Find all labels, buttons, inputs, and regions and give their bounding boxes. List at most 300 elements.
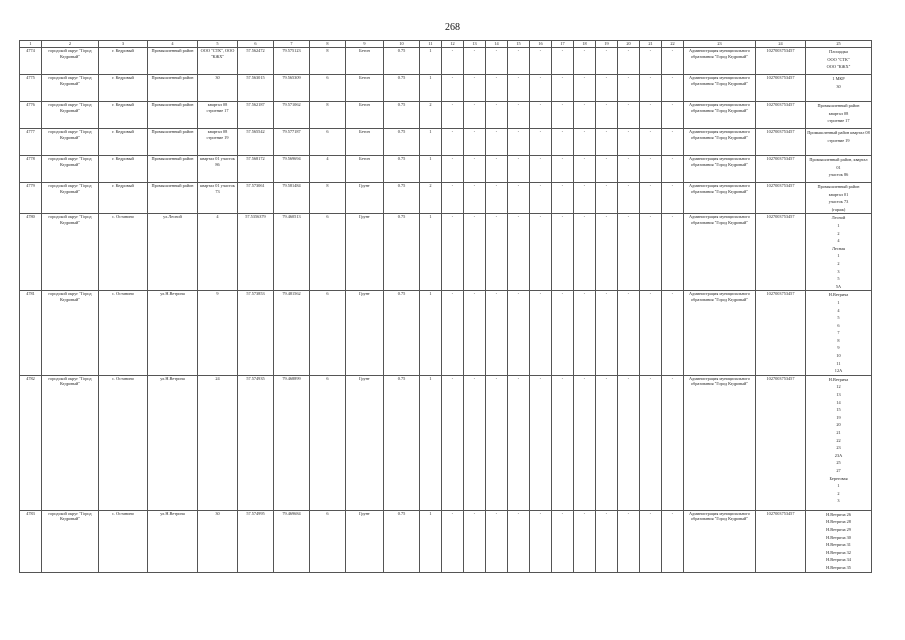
table-cell: -: [640, 291, 662, 376]
table-cell: -: [442, 129, 464, 156]
table-cell: Бетон: [346, 102, 384, 129]
table-cell: -: [662, 510, 684, 572]
object-entry: Н.Ветрича 32: [826, 549, 851, 555]
table-row: [20, 510, 872, 572]
table-row: [20, 375, 872, 510]
table-cell: -: [596, 48, 618, 75]
object-entry: 10: [836, 353, 841, 359]
table-cell: -: [574, 510, 596, 572]
table-cell: г. Кедровый: [99, 75, 148, 102]
table-cell: -: [596, 129, 618, 156]
objects-cell: [806, 102, 872, 129]
table-cell: городской округ "Город Кедровый": [42, 48, 99, 75]
table-cell: -: [530, 291, 552, 376]
table-cell: -: [464, 214, 486, 291]
table-cell: 2: [420, 102, 442, 129]
table-cell: ул.Н.Ветрича: [148, 291, 198, 376]
table-cell: 1: [420, 156, 442, 183]
object-entry: 22: [836, 437, 841, 443]
table-cell: Промышленный район: [148, 129, 198, 156]
column-number-row: [20, 41, 872, 48]
object-entry: Промышленный район, квартал 01: [809, 157, 868, 170]
column-number: 4: [148, 41, 198, 48]
table-cell: -: [464, 183, 486, 214]
table-row: [20, 129, 872, 156]
table-cell: -: [508, 291, 530, 376]
object-entry: 15: [836, 407, 841, 413]
column-number: 14: [486, 41, 508, 48]
table-cell: Администрация муниципального образования "Город Кедровый": [684, 156, 756, 183]
column-number: 7: [274, 41, 310, 48]
table-cell: 0.75: [384, 102, 420, 129]
table-cell: -: [508, 510, 530, 572]
column-number: 17: [552, 41, 574, 48]
table-cell: -: [442, 183, 464, 214]
table-cell: 4776: [20, 102, 42, 129]
table-cell: -: [640, 375, 662, 510]
object-entry: 21: [836, 430, 841, 435]
table-cell: -: [662, 375, 684, 510]
table-cell: Администрация муниципального образования "Город Кедровый": [684, 291, 756, 376]
table-cell: -: [508, 102, 530, 129]
table-cell: -: [574, 129, 596, 156]
object-entry: 6: [837, 322, 840, 328]
table-cell: 0.75: [384, 129, 420, 156]
table-cell: -: [618, 183, 640, 214]
object-entry: Площадка: [829, 49, 848, 54]
table-cell: 1: [420, 129, 442, 156]
object-entry: 7: [837, 330, 840, 336]
table-cell: 57.565542: [238, 129, 274, 156]
table-cell: 1027003753457: [756, 129, 806, 156]
column-number: 20: [618, 41, 640, 48]
table-cell: -: [530, 75, 552, 102]
table-cell: городской округ "Город Кедровый": [42, 375, 99, 510]
table-cell: 4780: [20, 214, 42, 291]
table-cell: -: [552, 214, 574, 291]
table-cell: квартал 01 участок 86: [198, 156, 238, 183]
table-cell: -: [464, 129, 486, 156]
table-cell: -: [640, 75, 662, 102]
object-entry: Н.Ветрича 28: [826, 519, 851, 525]
table-cell: -: [442, 291, 464, 376]
table-cell: -: [530, 156, 552, 183]
object-entry: Промышленный район: [817, 103, 860, 108]
table-cell: 6: [310, 129, 346, 156]
table-cell: -: [596, 510, 618, 572]
object-entry: Н.Ветрича 26: [826, 511, 851, 517]
table-cell: -: [486, 214, 508, 291]
table-cell: 0.75: [384, 291, 420, 376]
table-cell: -: [574, 375, 596, 510]
table-cell: -: [552, 102, 574, 129]
object-entry: 27: [836, 467, 841, 473]
object-entry: 8: [837, 337, 840, 343]
column-number: 9: [346, 41, 384, 48]
table-cell: 0.75: [384, 156, 420, 183]
object-entry: 3: [837, 498, 840, 504]
table-cell: -: [486, 291, 508, 376]
table-cell: 6: [310, 75, 346, 102]
table-cell: -: [640, 48, 662, 75]
table-cell: -: [662, 48, 684, 75]
table-cell: -: [596, 291, 618, 376]
table-cell: 57.562187: [238, 102, 274, 129]
table-cell: -: [442, 48, 464, 75]
table-cell: Грунт: [346, 375, 384, 510]
object-entry: 23А: [834, 452, 843, 458]
table-cell: -: [618, 75, 640, 102]
object-entry: участок 86: [828, 172, 849, 178]
table-cell: 57.5356379: [238, 214, 274, 291]
table-cell: 57.574995: [238, 510, 274, 572]
object-entry: 5А: [835, 283, 842, 289]
table-cell: ул.Лесной: [148, 214, 198, 291]
table-cell: -: [486, 183, 508, 214]
table-cell: с. Останино: [99, 291, 148, 376]
table-cell: -: [508, 214, 530, 291]
object-entry: 20: [836, 422, 841, 428]
table-cell: -: [508, 183, 530, 214]
object-entry: Н.Ветрича 30: [826, 534, 851, 540]
object-entry: ООО "КЖХ": [826, 64, 851, 70]
table-row: [20, 48, 872, 75]
object-entry: 1: [837, 222, 840, 228]
object-entry: Промышленный район: [817, 184, 860, 189]
table-cell: 1027003753457: [756, 102, 806, 129]
table-cell: -: [662, 75, 684, 102]
column-number: 10: [384, 41, 420, 48]
objects-cell: [806, 510, 872, 572]
table-cell: -: [574, 48, 596, 75]
table-cell: 79.577187: [274, 129, 310, 156]
table-cell: Промышленный район: [148, 75, 198, 102]
table-cell: -: [442, 375, 464, 510]
table-cell: -: [486, 48, 508, 75]
table-cell: 30: [198, 75, 238, 102]
table-cell: -: [596, 75, 618, 102]
table-cell: 4: [198, 214, 238, 291]
table-cell: 0.75: [384, 183, 420, 214]
table-cell: 24: [198, 375, 238, 510]
objects-cell: [806, 75, 872, 102]
table-cell: Администрация муниципального образования "Город Кедровый": [684, 183, 756, 214]
table-cell: 79.468899: [274, 375, 310, 510]
table-row: [20, 156, 872, 183]
table-cell: 79.581484: [274, 183, 310, 214]
table-cell: -: [530, 510, 552, 572]
table-cell: -: [574, 75, 596, 102]
table-cell: -: [618, 510, 640, 572]
table-cell: 57.562472: [238, 48, 274, 75]
table-cell: -: [662, 214, 684, 291]
table-cell: квартал 01 участок 73: [198, 183, 238, 214]
table-row: [20, 291, 872, 376]
table-cell: городской округ "Город Кедровый": [42, 214, 99, 291]
table-cell: 4781: [20, 291, 42, 376]
table-cell: -: [618, 129, 640, 156]
table-cell: 79.575123: [274, 48, 310, 75]
table-cell: 0.75: [384, 214, 420, 291]
table-cell: 57.573061: [238, 183, 274, 214]
table-cell: -: [552, 75, 574, 102]
table-cell: -: [552, 129, 574, 156]
table-cell: 1: [420, 375, 442, 510]
table-cell: -: [486, 375, 508, 510]
table-cell: -: [552, 375, 574, 510]
table-cell: с. Останино: [99, 510, 148, 572]
table-cell: Администрация муниципального образования "Город Кедровый": [684, 48, 756, 75]
table-cell: 79.565309: [274, 75, 310, 102]
table-row: [20, 75, 872, 102]
object-entry: 9: [837, 345, 840, 351]
table-cell: Бетон: [346, 156, 384, 183]
table-cell: ул.Н.Ветрича: [148, 375, 198, 510]
object-entry: Лесная: [832, 245, 845, 251]
table-cell: 79.569694: [274, 156, 310, 183]
object-entry: 1 МКР: [832, 76, 845, 81]
table-cell: Администрация муниципального образования "Город Кедровый": [684, 510, 756, 572]
table-cell: 6: [310, 214, 346, 291]
table-cell: городской округ "Город Кедровый": [42, 156, 99, 183]
object-entry: 30: [836, 83, 841, 89]
table-cell: -: [508, 375, 530, 510]
object-entry: 11: [836, 360, 841, 366]
table-cell: 4775: [20, 75, 42, 102]
object-entry: 1: [837, 253, 840, 259]
objects-cell: [806, 48, 872, 75]
table-cell: -: [552, 48, 574, 75]
table-cell: -: [464, 510, 486, 572]
table-cell: -: [442, 75, 464, 102]
table-cell: -: [486, 510, 508, 572]
table-cell: Промышленный район: [148, 48, 198, 75]
table-cell: -: [574, 156, 596, 183]
table-cell: -: [662, 129, 684, 156]
objects-cell: [806, 291, 872, 376]
table-cell: -: [530, 375, 552, 510]
registry-table: [19, 40, 872, 573]
table-cell: Администрация муниципального образования "Город Кедровый": [684, 102, 756, 129]
object-entry: строение 17: [827, 118, 850, 124]
table-cell: 6: [310, 291, 346, 376]
object-entry: 14: [836, 399, 841, 405]
object-entry: строение 19: [827, 137, 850, 143]
table-cell: -: [640, 510, 662, 572]
table-cell: -: [596, 183, 618, 214]
table-cell: городской округ "Город Кедровый": [42, 510, 99, 572]
table-cell: г. Кедровый: [99, 183, 148, 214]
column-number: 23: [684, 41, 756, 48]
table-cell: 79.571062: [274, 102, 310, 129]
column-number: 18: [574, 41, 596, 48]
table-cell: ул.Н.Ветрича: [148, 510, 198, 572]
object-entry: Н.Ветрича 29: [826, 527, 851, 533]
object-entry: 5: [837, 276, 840, 282]
table-cell: городской округ "Город Кедровый": [42, 183, 99, 214]
table-cell: г. Кедровый: [99, 102, 148, 129]
table-cell: Администрация муниципального образования "Город Кедровый": [684, 214, 756, 291]
table-cell: -: [530, 129, 552, 156]
column-number: 19: [596, 41, 618, 48]
column-number: 8: [310, 41, 346, 48]
table-cell: Промышленный район: [148, 102, 198, 129]
object-entry: 2: [837, 230, 840, 236]
object-entry: 25: [836, 460, 841, 466]
table-cell: -: [464, 156, 486, 183]
table-cell: 0.75: [384, 48, 420, 75]
table-cell: -: [662, 183, 684, 214]
table-cell: -: [530, 48, 552, 75]
table-cell: городской округ "Город Кедровый": [42, 75, 99, 102]
table-cell: 57.574935: [238, 375, 274, 510]
object-entry: Лесной: [831, 215, 846, 221]
table-cell: 1027003753457: [756, 214, 806, 291]
object-entry: 3: [837, 268, 840, 274]
table-cell: -: [464, 291, 486, 376]
table-cell: -: [552, 510, 574, 572]
table-cell: 0.75: [384, 375, 420, 510]
object-entry: ООО "СТК": [827, 56, 850, 62]
object-entry: 12А: [834, 368, 843, 374]
table-cell: Бетон: [346, 129, 384, 156]
page-number: 268: [445, 22, 460, 33]
table-cell: Бетон: [346, 75, 384, 102]
table-cell: г. Кедровый: [99, 129, 148, 156]
table-cell: -: [640, 129, 662, 156]
table-cell: квартал 08 строение 19: [198, 129, 238, 156]
table-cell: городской округ "Город Кедровый": [42, 291, 99, 376]
table-cell: 1: [420, 291, 442, 376]
column-number: 2: [42, 41, 99, 48]
column-number: 21: [640, 41, 662, 48]
object-entry: 5: [837, 315, 840, 321]
table-cell: Бетон: [346, 48, 384, 75]
column-number: 16: [530, 41, 552, 48]
table-cell: 6: [310, 375, 346, 510]
table-cell: -: [574, 291, 596, 376]
table-cell: -: [530, 102, 552, 129]
table-cell: -: [640, 102, 662, 129]
table-cell: 2: [420, 183, 442, 214]
table-cell: Грунт: [346, 214, 384, 291]
column-number: 15: [508, 41, 530, 48]
column-number: 3: [99, 41, 148, 48]
table-cell: -: [508, 129, 530, 156]
table-cell: 79.460513: [274, 214, 310, 291]
table-cell: 1: [420, 48, 442, 75]
object-entry: 4: [837, 307, 840, 313]
table-cell: 79.469684: [274, 510, 310, 572]
table-cell: 8: [310, 48, 346, 75]
table-cell: -: [640, 156, 662, 183]
object-entry: 12: [836, 384, 841, 390]
table-cell: 57.568172: [238, 156, 274, 183]
object-entry: квартал 01: [828, 191, 849, 197]
object-entry: Н.Ветрича 31: [826, 542, 851, 548]
table-body: [20, 48, 872, 573]
object-entry: 4: [837, 238, 840, 244]
table-cell: -: [574, 102, 596, 129]
table-cell: -: [464, 102, 486, 129]
table-cell: -: [530, 214, 552, 291]
object-entry: 1: [837, 299, 840, 305]
table-cell: Грунт: [346, 183, 384, 214]
table-cell: 0.75: [384, 510, 420, 572]
column-number: 13: [464, 41, 486, 48]
table-cell: 1027003753457: [756, 291, 806, 376]
objects-cell: [806, 183, 872, 214]
table-cell: -: [508, 48, 530, 75]
table-cell: квартал 08 строение 17: [198, 102, 238, 129]
table-cell: 6: [310, 510, 346, 572]
table-cell: -: [618, 48, 640, 75]
table-cell: -: [508, 75, 530, 102]
table-cell: 30: [198, 510, 238, 572]
object-entry: 13: [836, 392, 841, 398]
table-cell: -: [552, 291, 574, 376]
table-cell: -: [596, 214, 618, 291]
table-cell: -: [596, 102, 618, 129]
object-entry: Н.Ветрича 34: [826, 557, 851, 563]
table-cell: с. Останино: [99, 375, 148, 510]
table-cell: Промышленный район: [148, 183, 198, 214]
table-cell: -: [662, 156, 684, 183]
table-cell: Администрация муниципального образования "Город Кедровый": [684, 129, 756, 156]
table-cell: -: [618, 156, 640, 183]
object-entry: (гараж): [831, 206, 846, 212]
table-cell: -: [662, 291, 684, 376]
object-entry: участок 73: [828, 199, 849, 205]
column-number: 5: [198, 41, 238, 48]
table-cell: -: [618, 375, 640, 510]
table-cell: -: [464, 75, 486, 102]
table-cell: 1: [420, 75, 442, 102]
table-cell: -: [552, 183, 574, 214]
table-cell: ООО "СТК", ООО "КЖХ": [198, 48, 238, 75]
table-cell: -: [640, 183, 662, 214]
table-cell: Администрация муниципального образования "Город Кедровый": [684, 75, 756, 102]
table-cell: -: [618, 291, 640, 376]
table-cell: 1027003753457: [756, 183, 806, 214]
table-cell: с. Останино: [99, 214, 148, 291]
objects-cell: [806, 156, 872, 183]
table-row: [20, 102, 872, 129]
object-entry: квартал 08: [828, 110, 849, 116]
table-cell: -: [508, 156, 530, 183]
table-cell: городской округ "Город Кедровый": [42, 129, 99, 156]
object-entry: Н.Ветрича 35: [826, 565, 851, 570]
table-cell: -: [618, 214, 640, 291]
table-cell: 1027003753457: [756, 75, 806, 102]
table-cell: -: [574, 183, 596, 214]
column-number-header: [20, 41, 872, 48]
table-cell: -: [486, 75, 508, 102]
object-entry: 2: [837, 260, 840, 266]
table-cell: 57.563015: [238, 75, 274, 102]
column-number: 22: [662, 41, 684, 48]
table-cell: 8: [310, 102, 346, 129]
table-cell: 1027003753457: [756, 48, 806, 75]
table-cell: 4777: [20, 129, 42, 156]
table-cell: 4782: [20, 375, 42, 510]
table-cell: -: [596, 375, 618, 510]
table-cell: -: [442, 510, 464, 572]
table-cell: -: [464, 375, 486, 510]
table-cell: 0.75: [384, 75, 420, 102]
table-cell: -: [618, 102, 640, 129]
table-cell: Промышленный район: [148, 156, 198, 183]
